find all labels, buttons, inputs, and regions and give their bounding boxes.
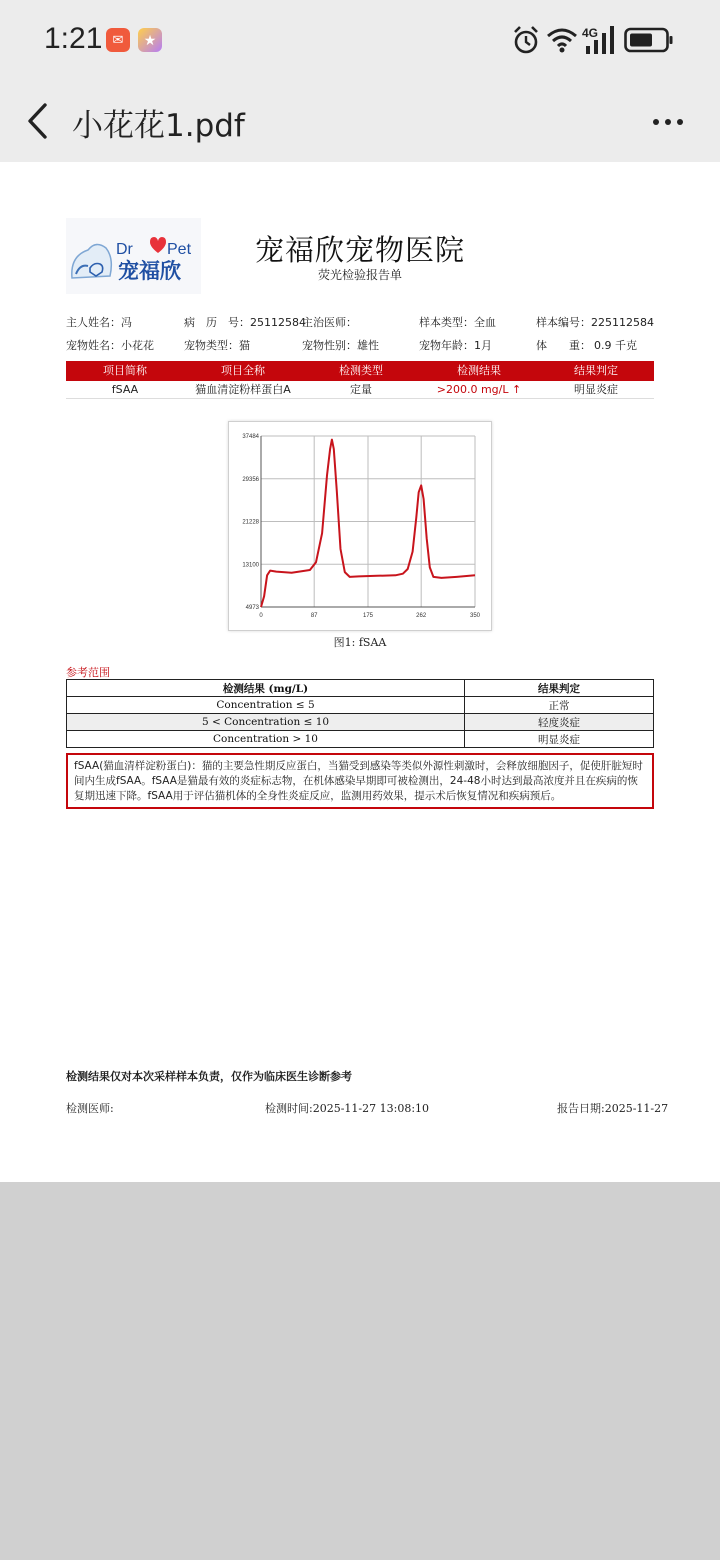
pet-weight-label: 体 重：	[536, 339, 591, 352]
header-short-name: 项目简称	[103, 364, 147, 377]
header-result: 检测结果	[457, 364, 501, 377]
record-number: 病 历 号：25112584	[184, 316, 306, 329]
table-row	[66, 381, 654, 399]
pet-age: 宠物年龄：1月	[419, 339, 492, 352]
network-label: 4G	[582, 26, 599, 40]
reference-range: Concentration ≤ 5	[67, 697, 465, 714]
header-full-name: 项目全称	[221, 364, 265, 377]
alarm-icon	[512, 24, 540, 56]
pet-type: 宠物类型：猫	[184, 339, 250, 352]
app-bar	[0, 80, 720, 162]
more-dots-icon[interactable]	[648, 104, 688, 140]
header-judgement: 结果判定	[574, 364, 618, 377]
wifi-icon	[546, 24, 578, 56]
reference-result: 正常	[465, 697, 654, 714]
sample-number: 样本编号：225112584	[536, 316, 654, 329]
x-tick-label: 0	[259, 613, 263, 619]
fsaa-description: fSAA(猫血清样淀粉蛋白)：猫的主要急性期反应蛋白，当猫受到感染等类似外源性刺激时，会释放细胞因子，促使肝脏短时间内生成fSAA。fSAA是猫最有效的炎症标志物，在机体感染早期即可被检测出，24-48小时达到最高浓度并且在疾病的恢复期迅速下降。fSAA用于评估猫机体的全身性炎症反应，监测用药效果，提示术后恢复情况和疾病预后。	[66, 753, 654, 809]
fsaa-chart	[228, 421, 492, 631]
result-value: >200.0 mg/L ↑	[436, 383, 522, 396]
reference-header-result: 结果判定	[465, 680, 654, 697]
x-tick-label: 87	[310, 613, 318, 619]
result-judgement: 明显炎症	[574, 383, 618, 396]
pdf-page[interactable]	[0, 162, 720, 1182]
reference-range: Concentration > 10	[67, 731, 465, 748]
header-test-type: 检测类型	[339, 364, 383, 377]
status-time: 1:21	[44, 22, 103, 55]
signal-4g-icon	[582, 24, 618, 56]
notification-app-icon: ✉	[106, 28, 130, 52]
back-arrow-icon[interactable]	[20, 100, 60, 142]
tester-label: 检测医师:	[66, 1102, 114, 1115]
x-tick-label: 175	[362, 613, 374, 619]
x-tick-label: 262	[416, 613, 427, 619]
hospital-name: 宠福欣宠物医院	[254, 233, 465, 267]
y-tick-label: 13100	[242, 562, 259, 569]
reference-header-row	[67, 680, 654, 697]
logo-pet: Pet	[167, 241, 192, 258]
pet-weight-value: 0.9 千克	[594, 339, 637, 352]
result-test-type: 定量	[350, 383, 372, 396]
disclaimer: 检测结果仅对本次采样样本负责，仅作为临床医生诊断参考	[66, 1070, 352, 1083]
logo-dr: Dr	[116, 241, 133, 258]
table-row	[67, 714, 654, 731]
reference-result: 轻度炎症	[465, 714, 654, 731]
fsaa-chart-svg	[229, 422, 493, 632]
pet-sex: 宠物性别：雄性	[302, 339, 379, 352]
y-tick-label: 4973	[245, 605, 259, 611]
result-short-name: fSAA	[111, 383, 139, 396]
owner-name: 主人姓名：冯	[66, 316, 132, 329]
document-title: 小花花1.pdf	[72, 108, 245, 144]
attending-doctor: 主治医师：	[302, 316, 357, 329]
chart-caption: 图1: fSAA	[333, 636, 387, 649]
reference-range: 5 < Concentration ≤ 10	[67, 714, 465, 731]
y-tick-label: 37484	[242, 434, 259, 440]
status-bar	[0, 0, 720, 80]
table-row	[67, 697, 654, 714]
report-subtitle: 荧光检验报告单	[317, 268, 402, 282]
y-tick-label: 21228	[242, 519, 259, 526]
report-date: 报告日期:2025-11-27	[557, 1102, 669, 1115]
sample-type: 样本类型：全血	[419, 316, 496, 329]
result-table-header	[66, 361, 654, 381]
reference-table	[66, 679, 654, 748]
battery-icon	[624, 24, 674, 56]
reference-header-range: 检测结果 (mg/L)	[67, 680, 465, 697]
notification-app-icon-2: ★	[138, 28, 162, 52]
test-time: 检测时间:2025-11-27 13:08:10	[265, 1102, 430, 1115]
hospital-logo	[66, 218, 201, 294]
logo-graphic	[66, 218, 201, 294]
result-full-name: 猫血清淀粉样蛋白A	[195, 383, 291, 396]
logo-cn: 宠福欣	[118, 259, 181, 283]
table-row	[67, 731, 654, 748]
x-tick-label: 350	[469, 613, 481, 619]
reference-result: 明显炎症	[465, 731, 654, 748]
pet-name: 宠物姓名：小花花	[66, 339, 154, 352]
reference-title: 参考范围	[66, 666, 110, 679]
y-tick-label: 29356	[242, 476, 259, 483]
